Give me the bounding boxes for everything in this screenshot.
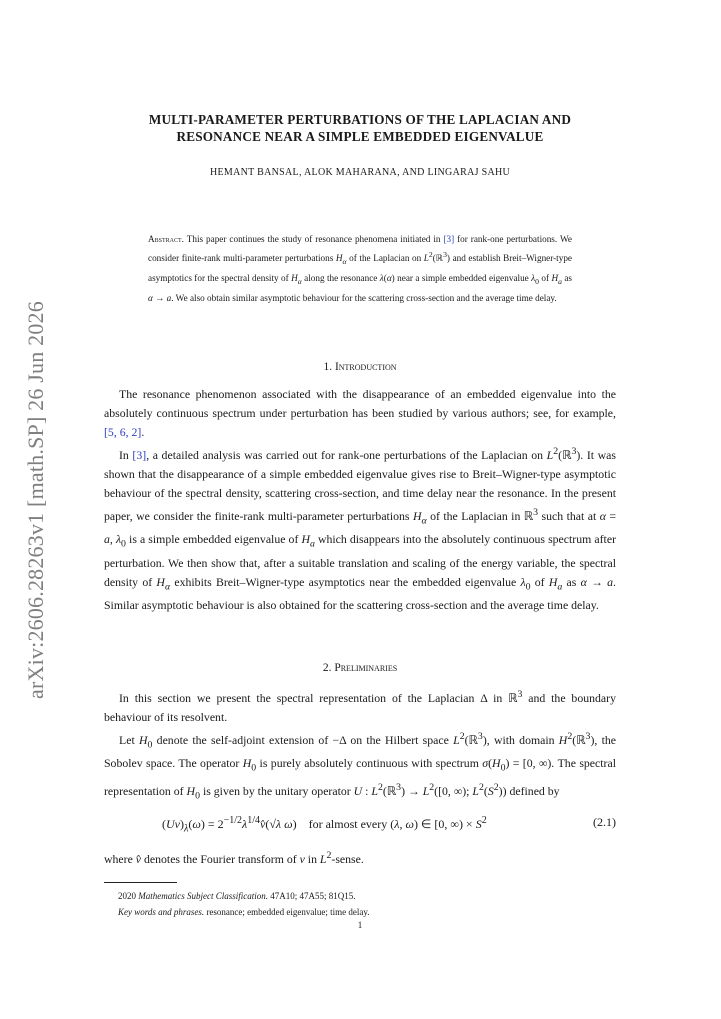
footnote-msc-value: 47A10; 47A55; 81Q15. [270,891,356,901]
arxiv-identifier-stamp [14,290,58,710]
introduction-body [104,385,616,615]
section-heading-introduction [104,361,616,373]
paragraph: In [3], a detailed analysis was carried out for rank-one perturbations of the Laplacian on $L^2(ℝ^3)$. It was shown that the disappearance of a simple embedded eigenvalue gives rise to Breit–Wigner-type asymptotic behaviour of the spectral density, scattering cross-section, and time delay near the resonance. In the present paper, we consider the finite-rank multi-parameter perturbations $H_\alpha$ of the Laplacian in ℝ$^3$ such that at α = a, $\lambda_0$ is a simple embedded eigenvalue of $H_a$ which disappears into the absolutely continuous spectrum after perturbation. We then show that, after a suitable translation and scaling of the energy variable, the spectral density of $H_\alpha$ exhibits Breit–Wigner-type asymptotics near the embedded eigenvalue $\lambda_0$ of $H_a$ as α → a. Similar asymptotic behaviour is also obtained for the scattering cross-section and the average time delay. [104,446,616,612]
section-number: 2. [322,662,332,674]
section-title: Introduction [334,361,397,373]
footnotes [118,888,616,920]
equation-number: (2.1) [593,815,616,829]
citation-link[interactable]: [3] [132,447,147,462]
title-line-1: MULTI-PARAMETER PERTURBATIONS OF THE LAPLACIAN AND [148,112,572,127]
footnote-msc-label: Mathematics Subject Classification. [138,891,268,901]
paragraph: where v̂ denotes the Fourier transform of v in $L^2$-sense. [104,850,364,866]
footnote-msc-year: 2020 [118,891,136,901]
paragraph: The resonance phenomenon associated with the disappearance of an embedded eigenvalue into the absolutely continuous spectrum under perturbation has been studied by various authors; see, for example, [5, 6, 2]. [104,387,616,439]
page-number: 1 [357,920,363,930]
after-equation-text [104,846,616,869]
footnote-keywords [118,904,616,920]
paragraph: Let $H_0$ denote the self-adjoint extension of −Δ on the Hilbert space $L^2(ℝ^3)$, with domain $H^2(ℝ^3)$, the Sobolev space. The operator $H_0$ is purely absolutely continuous with spectrum $\sigma(H_0) = [0$, ∞). The spectral representation of $H_0$ is given by the unitary operator U : $L^2(ℝ^3) \to L^2([0$, ∞); $L^2(S^2)$) defined by [104,730,616,801]
citation-link[interactable]: [3] [443,234,455,244]
citation-link[interactable]: [5, 6, 2] [104,425,142,439]
title-line-2: RESONANCE NEAR A SIMPLE EMBEDDED EIGENVALUE [176,129,544,144]
section-title: Preliminaries [334,662,398,674]
author-list: HEMANT BANSAL, ALOK MAHARANA, AND LINGARAJ SAHU [209,167,511,178]
abstract-label: Abstract. [148,234,184,244]
footnote-divider [104,882,177,883]
arxiv-id-text: arXiv:2606.28263v1 [math.SP] 26 Jun 2026 [23,301,48,699]
footnote-msc [118,888,616,904]
abstract: Abstract. This paper continues the study of resonance phenomena initiated in [3] for rank-one perturbations. We consider finite-rank multi-parameter perturbations $H_\alpha$ of the Laplacian on $L^2(ℝ^3)$ and establish Breit–Wigner-type asymptotics for the spectral density of $H_\alpha$ along the resonance λ(α) near a simple embedded eigenvalue $\lambda_0$ of $H_a$ as α → a. We also obtain similar asymptotic behaviour for the scattering cross-section and the average time delay. [148,234,572,303]
section-number: 1. [323,361,333,373]
paragraph: In this section we present the spectral representation of the Laplacian Δ in ℝ$^3$ and the boundary behaviour of its resolvent. [104,689,616,724]
section-heading-preliminaries [104,662,616,674]
preliminaries-body [104,685,616,805]
equation-2-1 [104,815,616,835]
paper-title [104,111,616,145]
footnote-keywords-label: Key words and phrases. [118,907,205,917]
footnote-keywords-value: resonance; embedded eigenvalue; time delay. [206,907,370,917]
equation-formula: $(Uv)_\lambda(\omega)$ = $2^{-1/2}\lambda^{1/4}v̂(√\lambda$ ω) for almost every (λ, ω) ∈ [0, ∞) × $S^2$ [162,815,487,835]
